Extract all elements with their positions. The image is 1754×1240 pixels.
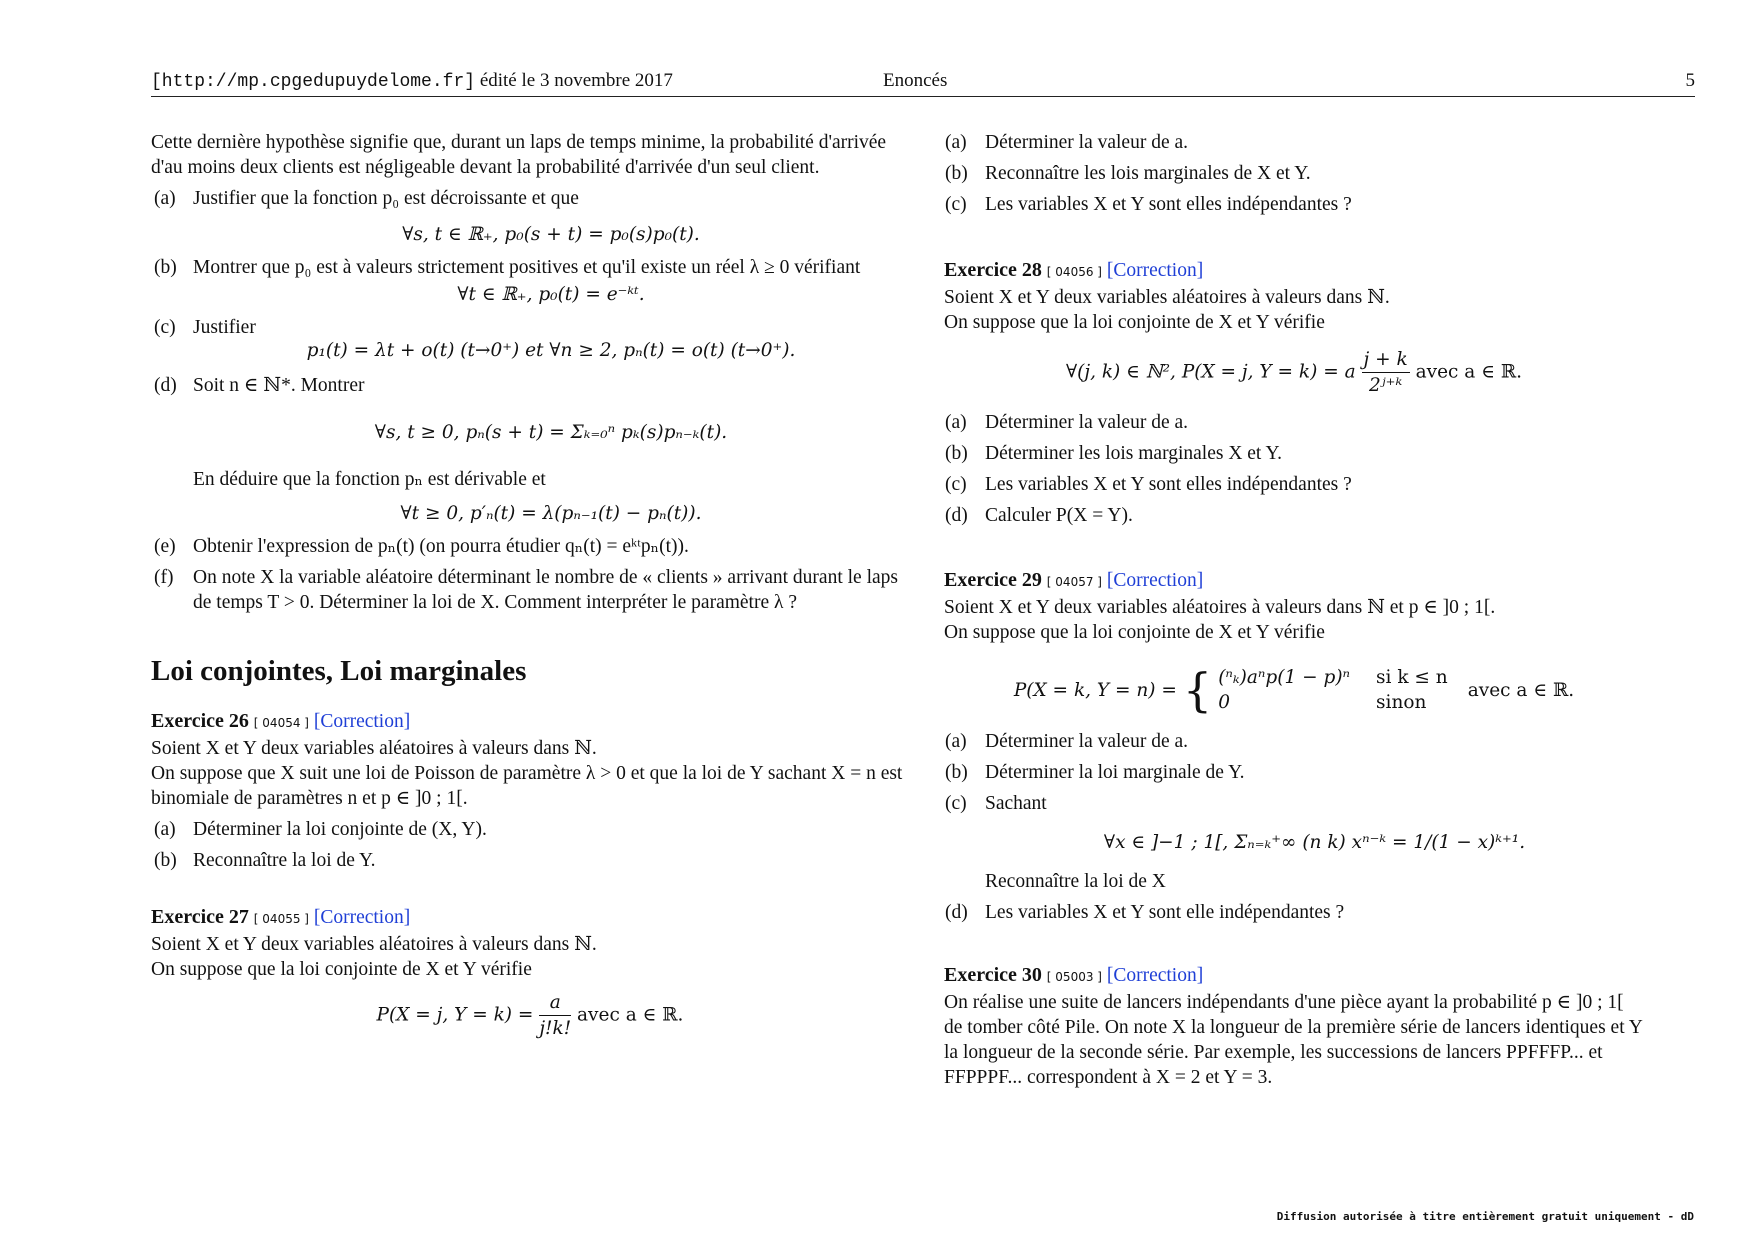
question-a: (a) Déterminer la valeur de a. — [945, 412, 1189, 433]
exercise-29: Exercice 29 [ 04057 ] [Correction] Soient X et Y deux variables aléatoires à valeurs dans ℕ et p ∈ ]0 ; 1[. On suppose que la loi conjointe de X et Y vérifie P(X = k, Y = n) = { (ⁿₖ)aⁿp(1 − p)ⁿ si k ≤ n 0 sinon avec a ∈ ℝ. (a) Déterminer la valeur de a. (b) Déterminer la loi marginale de Y. (c) Sachant ∀x ∈ ]−1 ; 1[, Σₙ₌ₖ⁺∞ (n k) xⁿ⁻ᵏ = 1/(1 − x)ᵏ⁺¹. Reconnaître la loi de X (d) Les variables X et Y sont elle indépendantes ? — [944, 568, 1644, 925]
equation: p₁(t) = λt + o(t) (t→0⁺) et ∀n ≥ 2, pₙ(t) = o(t) (t→0⁺). — [306, 340, 796, 361]
section-title: Loi conjointes, Loi marginales — [151, 655, 527, 687]
left-column — [151, 130, 909, 1041]
exercise-28: Exercice 28 [ 04056 ] [Correction] Soient X et Y deux variables aléatoires à valeurs dans ℕ. On suppose que la loi conjointe de X et Y vérifie ∀(j, k) ∈ ℕ², P(X = j, Y = k) = a $\frac{j + k}{\text{2ʲ⁺ᵏ}}$ avec a ∈ ℝ. (a) Déterminer la valeur de a. (b) Déterminer les lois marginales X et Y. (c) Les variables X et Y sont elles indépendantes ? (d) Calculer P(X = Y). — [944, 258, 1644, 528]
correction-link[interactable]: [Correction] — [1106, 965, 1204, 986]
right-column — [944, 130, 1644, 1090]
exercise-30: Exercice 30 [ 05003 ] [Correction] On réalise une suite de lancers indépendants d'une pièce ayant la probabilité p ∈ ]0 ; 1[ de tomber côté Pile. On note X la longueur de la première série de lancers identiques et Y la longueur de la seconde série. Par exemple, les successions de lancers PPFFFP... et FFPPPF... correspondent à X = 2 et Y = 3. — [944, 964, 1643, 1088]
question-c: (c) Les variables X et Y sont elles indépendantes ? — [945, 474, 1352, 495]
page-footer: Diffusion autorisée à titre entièrement gratuit uniquement - dD — [1276, 1210, 1694, 1223]
header-edit-date: édité le 3 novembre 2017 — [479, 70, 673, 91]
question-a: (a) Déterminer la valeur de a. — [945, 731, 1189, 752]
exercise-code: [ 04057 ] — [1046, 575, 1102, 589]
exercise-code: [ 05003 ] — [1046, 970, 1102, 984]
exercise-code: [ 04056 ] — [1046, 265, 1102, 279]
intro-paragraph: Cette dernière hypothèse signifie que, durant un laps de temps minime, la probabilité d'arrivée d'au moins deux clients est négligeable devant la probabilité d'arrivée d'un seul client. — [151, 132, 887, 178]
page-number: 5 — [1685, 70, 1695, 91]
exercise-title: Exercice 28 — [944, 259, 1042, 281]
question-b: (b) Déterminer les lois marginales X et Y. — [945, 443, 1282, 464]
question-e: (e) Obtenir l'expression de pₙ(t) (on pourra étudier qₙ(t) = eᵏᵗpₙ(t)). — [154, 536, 689, 557]
question-b: (b) Montrer que p₀ est à valeurs strictement positives et qu'il existe un réel λ ≥ 0 vérifiant ∀t ∈ ℝ₊, p₀(t) = e⁻ᵏᵗ. — [151, 255, 909, 307]
correction-link[interactable]: [Correction] — [313, 907, 411, 928]
equation: ∀s, t ∈ ℝ₊, p₀(s + t) = p₀(s)p₀(t). — [402, 224, 700, 245]
question-b: (b) Reconnaître la loi de Y. — [154, 850, 376, 871]
equation: ∀t ≥ 0, p′ₙ(t) = λ(pₙ₋₁(t) − pₙ(t)). — [400, 503, 702, 524]
exercise-title: Exercice 27 — [151, 906, 249, 928]
exercise-title: Exercice 30 — [944, 964, 1042, 986]
question-d: (d) Soit n ∈ ℕ*. Montrer ∀s, t ≥ 0, pₙ(s + t) = Σₖ₌₀ⁿ pₖ(s)pₙ₋ₖ(t). En déduire que la fonction pₙ est dérivable et ∀t ≥ 0, p′ₙ(t) = λ(pₙ₋₁(t) − pₙ(t)). — [151, 373, 909, 526]
question-a: (a) Déterminer la loi conjointe de (X, Y). — [154, 819, 487, 840]
question-b: (b) Reconnaître les lois marginales de X et Y. — [945, 163, 1311, 184]
equation: ∀x ∈ ]−1 ; 1[, Σₙ₌ₖ⁺∞ (n k) xⁿ⁻ᵏ = 1/(1 − x)ᵏ⁺¹. — [1103, 832, 1526, 853]
question-f: (f) On note X la variable aléatoire déterminant le nombre de « clients » arrivant durant le laps de temps T > 0. Déterminer la loi de X. Comment interpréter le paramètre λ ? — [154, 567, 898, 613]
question-a: (a) Déterminer la valeur de a. — [945, 132, 1189, 153]
question-c: (c) Les variables X et Y sont elles indépendantes ? — [945, 194, 1352, 215]
equation: ∀s, t ≥ 0, pₙ(s + t) = Σₖ₌₀ⁿ pₖ(s)pₙ₋ₖ(t). — [374, 422, 728, 443]
page-header — [151, 70, 1695, 97]
question-d: (d) Les variables X et Y sont elle indépendantes ? — [945, 902, 1345, 923]
exercise-title: Exercice 29 — [944, 569, 1042, 591]
exercise-code: [ 04055 ] — [253, 912, 309, 926]
question-d: (d) Calculer P(X = Y). — [945, 505, 1133, 526]
exercise-27-questions — [944, 130, 1644, 217]
correction-link[interactable]: [Correction] — [1106, 570, 1204, 591]
equation: P(X = j, Y = k) = $\frac{a}{j!k!}$ avec a ∈ ℝ. — [376, 992, 684, 1039]
exercise-26: Exercice 26 [ 04054 ] [Correction] Soient X et Y deux variables aléatoires à valeurs dans ℕ. On suppose que X suit une loi de Poisson de paramètre λ > 0 et que la loi de Y sachant X = n est binomiale de paramètres n et p ∈ ]0 ; 1[. (a) Déterminer la loi conjointe de (X, Y). (b) Reconnaître la loi de Y. — [151, 709, 909, 873]
exercise-title: Exercice 26 — [151, 710, 249, 732]
question-a: (a) Justifier que la fonction p₀ est décroissante et que ∀s, t ∈ ℝ₊, p₀(s + t) = p₀(s)p₀(t). — [151, 186, 909, 247]
question-b: (b) Déterminer la loi marginale de Y. — [945, 762, 1245, 783]
exercise-code: [ 04054 ] — [253, 716, 309, 730]
exercise-27: Exercice 27 [ 04055 ] [Correction] Soient X et Y deux variables aléatoires à valeurs dans ℕ. On suppose que la loi conjointe de X et Y vérifie P(X = j, Y = k) = $\frac{a}{j!k!}$ avec a ∈ ℝ. — [151, 905, 909, 1041]
header-title: Enoncés — [883, 70, 948, 91]
correction-link[interactable]: [Correction] — [1106, 260, 1204, 281]
correction-link[interactable]: [Correction] — [313, 711, 411, 732]
equation: ∀t ∈ ℝ₊, p₀(t) = e⁻ᵏᵗ. — [457, 284, 645, 305]
question-c: (c) Sachant ∀x ∈ ]−1 ; 1[, Σₙ₌ₖ⁺∞ (n k) xⁿ⁻ᵏ = 1/(1 − x)ᵏ⁺¹. Reconnaître la loi de X — [944, 791, 1644, 894]
question-c: (c) Justifier p₁(t) = λt + o(t) (t→0⁺) et ∀n ≥ 2, pₙ(t) = o(t) (t→0⁺). — [151, 315, 909, 363]
header-url[interactable]: [http://mp.cpgedupuydelome.fr] — [151, 72, 476, 92]
equation: ∀(j, k) ∈ ℕ², P(X = j, Y = k) = a $\frac{j + k}{\text{2ʲ⁺ᵏ}}$ avec a ∈ ℝ. — [1065, 349, 1523, 396]
equation: P(X = k, Y = n) = { (ⁿₖ)aⁿp(1 − p)ⁿ si k ≤ n 0 sinon avec a ∈ ℝ. — [1013, 663, 1575, 717]
